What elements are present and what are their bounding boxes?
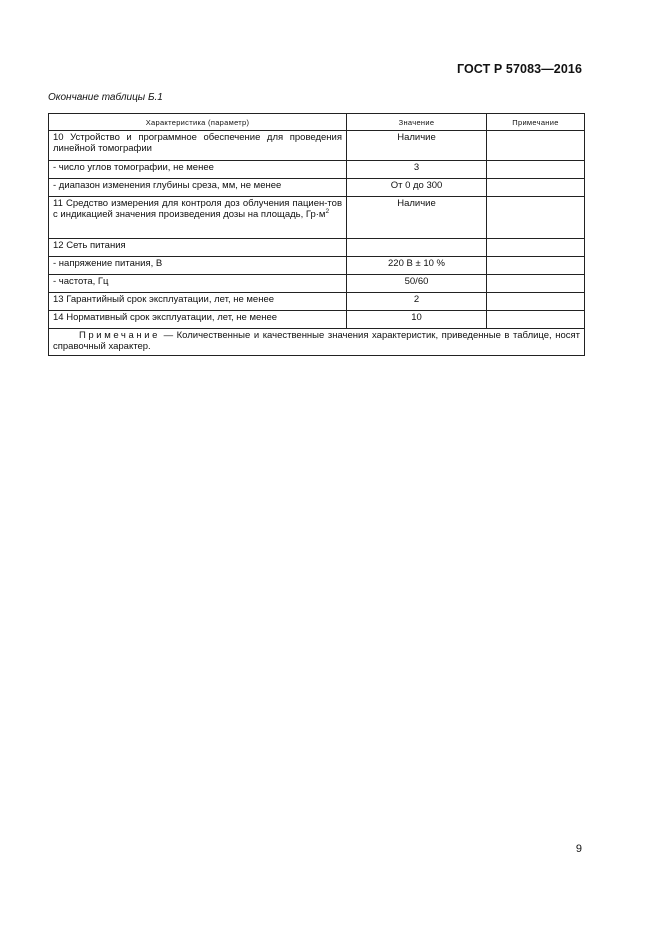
row-value: 220 В ± 10 % (347, 256, 487, 274)
row-note (487, 274, 585, 292)
page-number: 9 (575, 843, 582, 855)
row-parameter: 12 Сеть питания (49, 238, 347, 256)
row-parameter: - число углов томографии, не менее (49, 160, 347, 178)
row-value: 50/60 (347, 274, 487, 292)
footnote-text: — Количественные и качественные значения характеристик, приведенные в таблице, носят справочный характер. (53, 329, 581, 352)
table-row (49, 238, 585, 256)
row-parameter-cell (49, 196, 347, 238)
table-row (49, 178, 585, 196)
row-parameter: - диапазон изменения глубины среза, мм, не менее (49, 178, 347, 196)
column-header-parameter: Характеристика (параметр) (49, 114, 347, 131)
row-note (487, 238, 585, 256)
document-code: ГОСТ Р 57083—2016 (456, 62, 582, 76)
table-footnote-row (49, 328, 585, 355)
table-caption: Окончание таблицы Б.1 (48, 92, 163, 103)
column-header-note: Примечание (487, 114, 585, 131)
row-value: 10 (347, 310, 487, 328)
superscript-exponent: 2 (325, 208, 330, 215)
row-note (487, 178, 585, 196)
row-parameter: - частота, Гц (49, 274, 347, 292)
specifications-table (48, 113, 585, 356)
table-row (49, 310, 585, 328)
row-parameter: 11 Средство измерения для контроля доз облучения пациен-тов с индикацией значения произведения дозы на площадь, Гр·м (53, 197, 342, 220)
row-value: Наличие (347, 130, 487, 160)
row-parameter: - напряжение питания, В (49, 256, 347, 274)
row-value: 2 (347, 292, 487, 310)
row-parameter: 13 Гарантийный срок эксплуатации, лет, не менее (49, 292, 347, 310)
row-note (487, 256, 585, 274)
table-row (49, 256, 585, 274)
column-header-value: Значение (347, 114, 487, 131)
table-footnote (49, 328, 585, 355)
table-row (49, 196, 585, 238)
footnote-label: Примечание (79, 329, 160, 341)
row-note (487, 196, 585, 238)
table-row (49, 130, 585, 160)
row-value: От 0 до 300 (347, 178, 487, 196)
table-row (49, 160, 585, 178)
row-note (487, 160, 585, 178)
row-note (487, 292, 585, 310)
row-note (487, 310, 585, 328)
row-parameter: 14 Нормативный срок эксплуатации, лет, не менее (49, 310, 347, 328)
row-parameter: 10 Устройство и программное обеспечение для проведения линейной томографии (49, 130, 347, 160)
table-row (49, 274, 585, 292)
table-header-row (49, 114, 585, 131)
row-note (487, 130, 585, 160)
table-row (49, 292, 585, 310)
row-value: Наличие (347, 196, 487, 238)
row-value (347, 238, 487, 256)
row-value: 3 (347, 160, 487, 178)
